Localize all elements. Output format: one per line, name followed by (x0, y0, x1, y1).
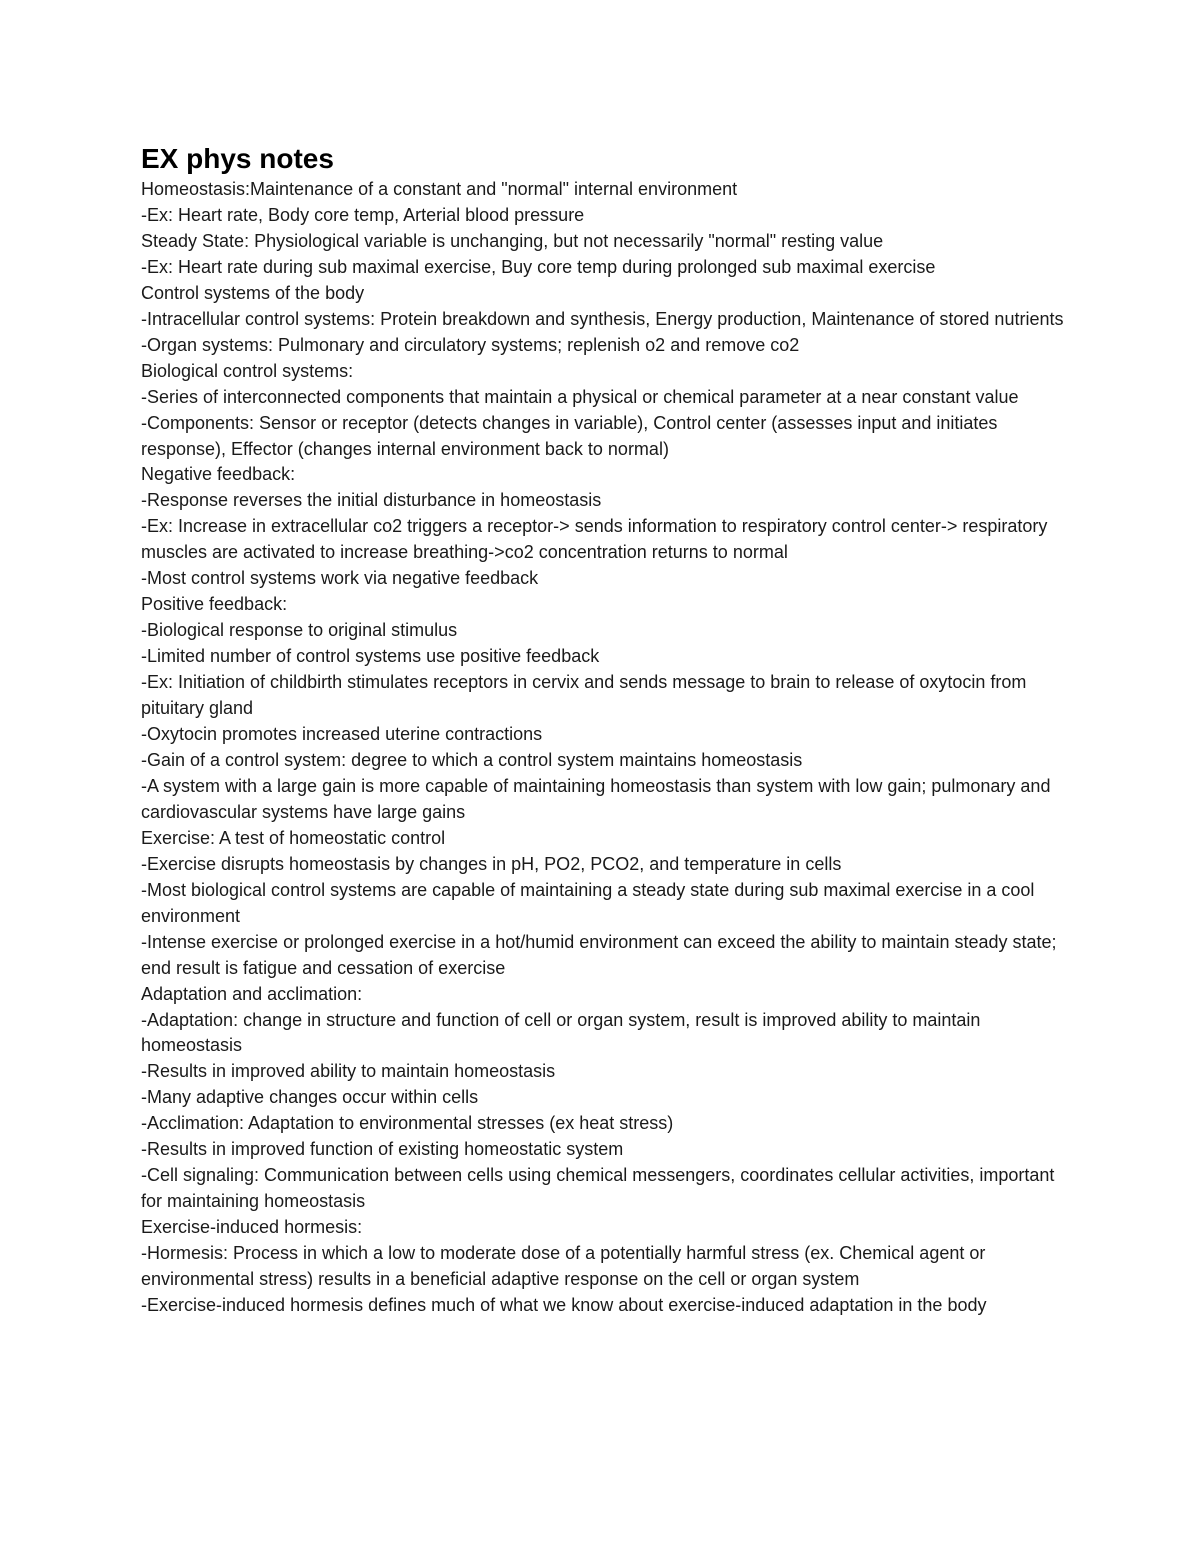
body-line: Adaptation and acclimation: (141, 983, 363, 1004)
body-line: Control systems of the body (141, 282, 365, 303)
body-line: -Intracellular control systems: Protein breakdown and synthesis, Energy production, Maintenance of stored nutrients (141, 308, 1064, 329)
body-line: -Ex: Initiation of childbirth stimulates receptors in cervix and sends message to brain to release of oxytocin from pituitary gland (141, 672, 1027, 719)
body-line: -Intense exercise or prolonged exercise in a hot/humid environment can exceed the ability to maintain steady state; end result is fatigue and cessation of exercise (141, 931, 1057, 978)
body-line: -Exercise-induced hormesis defines much of what we know about exercise-induced adaptation in the body (141, 1294, 987, 1315)
body-line: -Many adaptive changes occur within cells (141, 1087, 479, 1108)
body-line: -Limited number of control systems use positive feedback (141, 646, 600, 667)
body-line: Positive feedback: (141, 594, 288, 615)
document-body (141, 177, 1066, 1319)
body-line: -Hormesis: Process in which a low to moderate dose of a potentially harmful stress (ex. Chemical agent or environmental stress) results in a beneficial adaptive response on the cell or organ system (141, 1243, 986, 1290)
body-line: -Gain of a control system: degree to which a control system maintains homeostasis (141, 749, 803, 770)
body-line: -Results in improved ability to maintain homeostasis (141, 1061, 556, 1082)
body-line: -Ex: Heart rate, Body core temp, Arterial blood pressure (141, 204, 585, 225)
body-line: -Exercise disrupts homeostasis by changes in pH, PO2, PCO2, and temperature in cells (141, 853, 842, 874)
body-line: -Organ systems: Pulmonary and circulatory systems; replenish o2 and remove co2 (141, 334, 800, 355)
body-line: -Response reverses the initial disturbance in homeostasis (141, 490, 602, 511)
body-line: Steady State: Physiological variable is unchanging, but not necessarily "normal" resting value (141, 230, 884, 251)
document-page (141, 142, 1066, 1319)
body-line: -Results in improved function of existing homeostatic system (141, 1139, 624, 1160)
body-line: Exercise-induced hormesis: (141, 1217, 363, 1238)
body-line: -Cell signaling: Communication between cells using chemical messengers, coordinates cellular activities, important for maintaining homeostasis (141, 1165, 1055, 1212)
body-line: -A system with a large gain is more capable of maintaining homeostasis than system with low gain; pulmonary and cardiovascular systems have large gains (141, 775, 1051, 822)
body-line: -Most biological control systems are capable of maintaining a steady state during sub maximal exercise in a cool environment (141, 879, 1035, 926)
body-line: Exercise: A test of homeostatic control (141, 827, 446, 848)
body-line: -Oxytocin promotes increased uterine contractions (141, 724, 543, 745)
body-line: -Ex: Increase in extracellular co2 triggers a receptor-> sends information to respiratory control center-> respiratory muscles are activated to increase breathing->co2 concentration returns to normal (141, 516, 1048, 563)
body-line: -Series of interconnected components that maintain a physical or chemical parameter at a near constant value (141, 386, 1019, 407)
body-line: -Adaptation: change in structure and function of cell or organ system, result is improved ability to maintain homeostasis (141, 1009, 981, 1056)
body-line: -Most control systems work via negative feedback (141, 568, 539, 589)
body-line: -Acclimation: Adaptation to environmental stresses (ex heat stress) (141, 1113, 674, 1134)
body-line: -Ex: Heart rate during sub maximal exercise, Buy core temp during prolonged sub maximal exercise (141, 256, 936, 277)
body-line: Biological control systems: (141, 360, 354, 381)
body-line: Homeostasis:Maintenance of a constant and "normal" internal environment (141, 179, 738, 199)
body-line: -Biological response to original stimulus (141, 620, 458, 641)
body-line: -Components: Sensor or receptor (detects changes in variable), Control center (assesses input and initiates response), Effector (changes internal environment back to normal) (141, 412, 998, 459)
document-title: EX phys notes (141, 143, 334, 174)
body-line: Negative feedback: (141, 464, 296, 485)
